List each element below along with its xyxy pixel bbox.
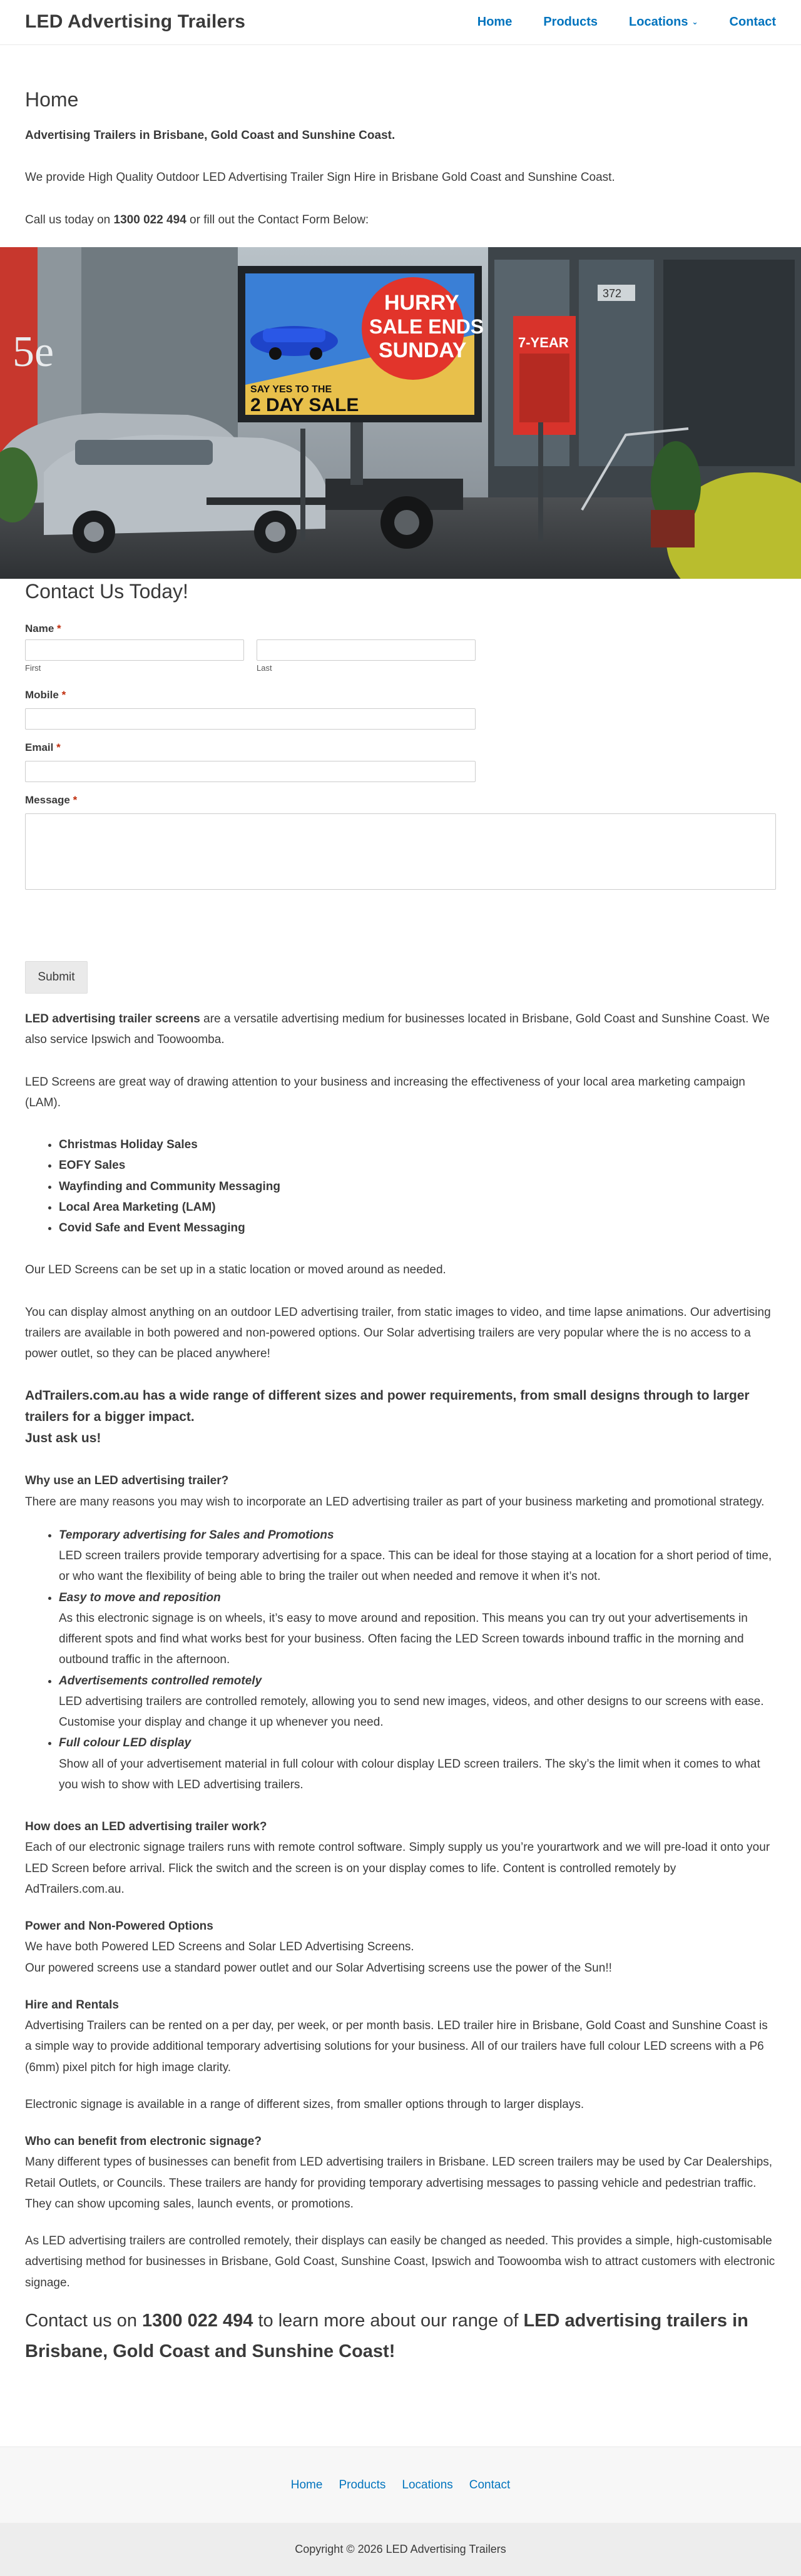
sign-line-3: SUNDAY <box>379 339 467 362</box>
reasons-list <box>25 1525 776 1795</box>
reason-text: LED screen trailers provide temporary advertising for a space. This can be ideal for those staying at a location for a short period of time, or who want the flexibility of being able to bring the trailer out when needed and remove it when it’s not. <box>59 1549 772 1584</box>
message-field-group <box>25 791 776 890</box>
list-item: • Local Area Marketing (LAM) <box>59 1197 776 1218</box>
mobile-label-text: Mobile <box>25 689 59 701</box>
lam-paragraph: LED Screens are great way of drawing attention to your business and increasing the effectiveness of your local area marketing campaign (LAM). <box>25 1075 745 1109</box>
phone-number: 1300 022 494 <box>113 213 186 227</box>
first-label: First <box>25 663 41 673</box>
footer-nav <box>0 2446 801 2523</box>
email-input[interactable] <box>25 761 476 782</box>
intro-bold: LED advertising trailer screens <box>25 1012 200 1026</box>
footer-link-home[interactable]: Home <box>290 2478 323 2492</box>
reason-title: • Temporary advertising for Sales and Promotions <box>59 1528 334 1542</box>
how-text: Each of our electronic signage trailers runs with remote control software. Simply supply us you’re yourartwork and we will pre-load it onto your LED Screen before arrival. Flick the switch and the screen is on your display comes to life. Content is controlled remotely by AdTrailers.com.au. <box>25 1841 770 1896</box>
sign-line-1: HURRY <box>384 291 459 315</box>
message-label-text: Message <box>25 794 70 806</box>
cta-prefix: Contact us on <box>25 2310 142 2331</box>
last-name-group <box>257 639 476 674</box>
hero-photo <box>0 247 801 579</box>
nav-locations[interactable] <box>629 11 698 33</box>
intro-heading: Advertising Trailers in Brisbane, Gold Coast and Sunshine Coast. <box>25 129 395 142</box>
chevron-down-icon: ⌄ <box>691 18 698 26</box>
reason-text: As this electronic signage is on wheels, it’s easy to move around and reposition. This means you can try out your advertisements in different spots and find what works best for your business. Often facing the LED Screen towards inbound traffic in the morning and outbound traffic in the afternoon. <box>59 1611 748 1667</box>
building-badge: 5e <box>13 328 54 376</box>
copyright-bar <box>0 2523 801 2576</box>
sign-say: SAY YES TO THE <box>250 384 332 395</box>
why-text: There are many reasons you may wish to incorporate an LED advertising trailer as part of your business marketing and promotional strategy. <box>25 1495 765 1509</box>
ask-us-text: Just ask us! <box>25 1431 101 1446</box>
closing-paragraph: As LED advertising trailers are controlled remotely, their displays can easily be changed as needed. This provides a simple, high-customisable advertising method for businesses in Brisbane, Gold Coast, Sunshine Coast, Ipswich and Toowoomba wish to attract customers with electronic signage. <box>25 2234 775 2289</box>
main-content <box>25 1009 776 2388</box>
nav-products[interactable]: Products <box>543 15 598 29</box>
site-header <box>0 0 801 45</box>
building-number: 372 <box>603 287 622 300</box>
nav-locations-label: Locations <box>629 15 688 29</box>
footer-link-products[interactable]: Products <box>339 2478 386 2492</box>
cta <box>25 2306 776 2368</box>
intro-rest: are a versatile advertising medium for businesses located in Brisbane, Gold Coast and Sunshine Coast. We also service Ipswich and Toowoomba. <box>25 1012 770 1047</box>
who-section <box>25 2131 776 2214</box>
required-mark: * <box>56 741 61 753</box>
call-suffix: or fill out the Contact Form Below: <box>186 213 369 227</box>
nav-home[interactable]: Home <box>477 15 513 29</box>
reason-text: LED advertising trailers are controlled remotely, allowing you to send new images, videos, and other designs to our screens with ease. Customise your display and change it up whenever you need. <box>59 1694 764 1729</box>
power-text-1: We have both Powered LED Screens and Solar LED Advertising Screens. <box>25 1940 414 1954</box>
mobile-label <box>25 686 476 705</box>
cta-bold: LED advertising trailers in Brisbane, Gold Coast and Sunshine Coast! <box>25 2310 748 2362</box>
first-name-input[interactable] <box>25 639 244 661</box>
mobile-field-group <box>25 686 476 730</box>
call-line <box>25 210 776 230</box>
who-heading: Who can benefit from electronic signage? <box>25 2135 262 2149</box>
reason-title: • Advertisements controlled remotely <box>59 1674 262 1688</box>
main-nav <box>446 11 776 33</box>
message-label <box>25 791 776 810</box>
reason-title: • Full colour LED display <box>59 1736 191 1750</box>
range-callout-text: AdTrailers.com.au has a wide range of different sizes and power requirements, from small designs through to larger trailers for a bigger impact. <box>25 1388 750 1425</box>
hire-heading: Hire and Rentals <box>25 1998 119 2012</box>
required-mark: * <box>57 623 61 634</box>
display-paragraph: You can display almost anything on an outdoor LED advertising trailer, from static images to video, and time lapse animations. Our advertising trailers are available in both powered and non-powered options. Our Solar advertising trailers are very popular where the is no access to a power outlet, so they can be placed anywhere! <box>25 1305 771 1360</box>
hero-image <box>0 247 801 579</box>
intro-text: We provide High Quality Outdoor LED Advertising Trailer Sign Hire in Brisbane Gold Coast and Sunshine Coast. <box>25 171 615 185</box>
static-paragraph: Our LED Screens can be set up in a static location or moved around as needed. <box>25 1263 446 1277</box>
who-text: Many different types of businesses can benefit from LED advertising trailers in Brisbane. LED screen trailers may be used by Car Dealerships, Retail Outlets, or Councils. These trailers are handy for providing temporary advertising messages to passing vehicle and pedestrian traffic. They can show upcoming sales, launch events, or promotions. <box>25 2156 773 2211</box>
list-item: • EOFY Sales <box>59 1155 776 1176</box>
cta-phone: 1300 022 494 <box>142 2310 253 2331</box>
mobile-input[interactable] <box>25 708 476 730</box>
why-section <box>25 1470 776 1512</box>
cta-middle: to learn more about our range of <box>253 2310 524 2331</box>
reason-text: Show all of your advertisement material in full colour with colour display LED screen trailers. The sky’s the limit when it comes to what you wish to show with LED advertising trailers. <box>59 1757 760 1791</box>
list-item: • Christmas Holiday Sales <box>59 1134 776 1155</box>
page-title: Home <box>25 88 79 111</box>
name-label <box>25 619 61 638</box>
submit-button[interactable]: Submit <box>25 961 88 994</box>
name-field-group <box>25 619 61 642</box>
nav-contact[interactable]: Contact <box>729 15 776 29</box>
how-heading: How does an LED advertising trailer work? <box>25 1820 267 1834</box>
last-name-input[interactable] <box>257 639 476 661</box>
email-field-group <box>25 738 476 782</box>
name-label-text: Name <box>25 623 54 634</box>
email-label <box>25 738 476 757</box>
intro-paragraph <box>25 1009 776 1051</box>
hire-section <box>25 1995 776 2078</box>
list-item: • Covid Safe and Event Messaging <box>59 1218 776 1238</box>
reason-title: • Easy to move and reposition <box>59 1591 221 1604</box>
sign-2day: 2 DAY SALE <box>250 395 359 415</box>
required-mark: * <box>73 794 78 806</box>
list-item <box>59 1671 776 1733</box>
required-mark: * <box>61 689 66 701</box>
list-item: • Wayfinding and Community Messaging <box>59 1176 776 1197</box>
last-label: Last <box>257 663 272 673</box>
power-text-2: Our powered screens use a standard power outlet and our Solar Advertising screens use the power of the Sun!! <box>25 1961 612 1975</box>
list-item <box>59 1525 776 1587</box>
sign-line-2: SALE ENDS <box>369 315 484 338</box>
contact-heading: Contact Us Today! <box>25 580 188 603</box>
footer-link-locations[interactable]: Locations <box>402 2478 453 2492</box>
intro <box>25 125 776 252</box>
how-section <box>25 1816 776 1900</box>
copyright-text: Copyright © 2026 LED Advertising Trailers <box>295 2542 506 2555</box>
range-callout <box>25 1385 776 1449</box>
why-heading: Why use an LED advertising trailer? <box>25 1474 229 1488</box>
call-prefix: Call us today on <box>25 213 114 227</box>
email-label-text: Email <box>25 741 54 753</box>
message-textarea[interactable] <box>25 813 776 890</box>
power-section <box>25 1916 776 1978</box>
power-heading: Power and Non-Powered Options <box>25 1920 213 1933</box>
banner-text: 7-YEAR <box>518 335 569 350</box>
uses-list <box>25 1134 776 1238</box>
site-title[interactable]: LED Advertising Trailers <box>25 11 246 33</box>
list-item <box>59 1587 776 1671</box>
list-item <box>59 1733 776 1795</box>
footer-link-contact[interactable]: Contact <box>469 2478 511 2492</box>
hire-text: Advertising Trailers can be rented on a per day, per week, or per month basis. LED trailer hire in Brisbane, Gold Coast and Sunshine Coast is a simple way to provide additional temporary advertising solutions for your business. All of our trailers have full colour LED screens with a P6 (6mm) pixel pitch for high image clarity. <box>25 2019 768 2074</box>
first-name-group <box>25 639 244 674</box>
sizes-paragraph: Electronic signage is available in a range of different sizes, from smaller options through to larger displays. <box>25 2097 584 2111</box>
